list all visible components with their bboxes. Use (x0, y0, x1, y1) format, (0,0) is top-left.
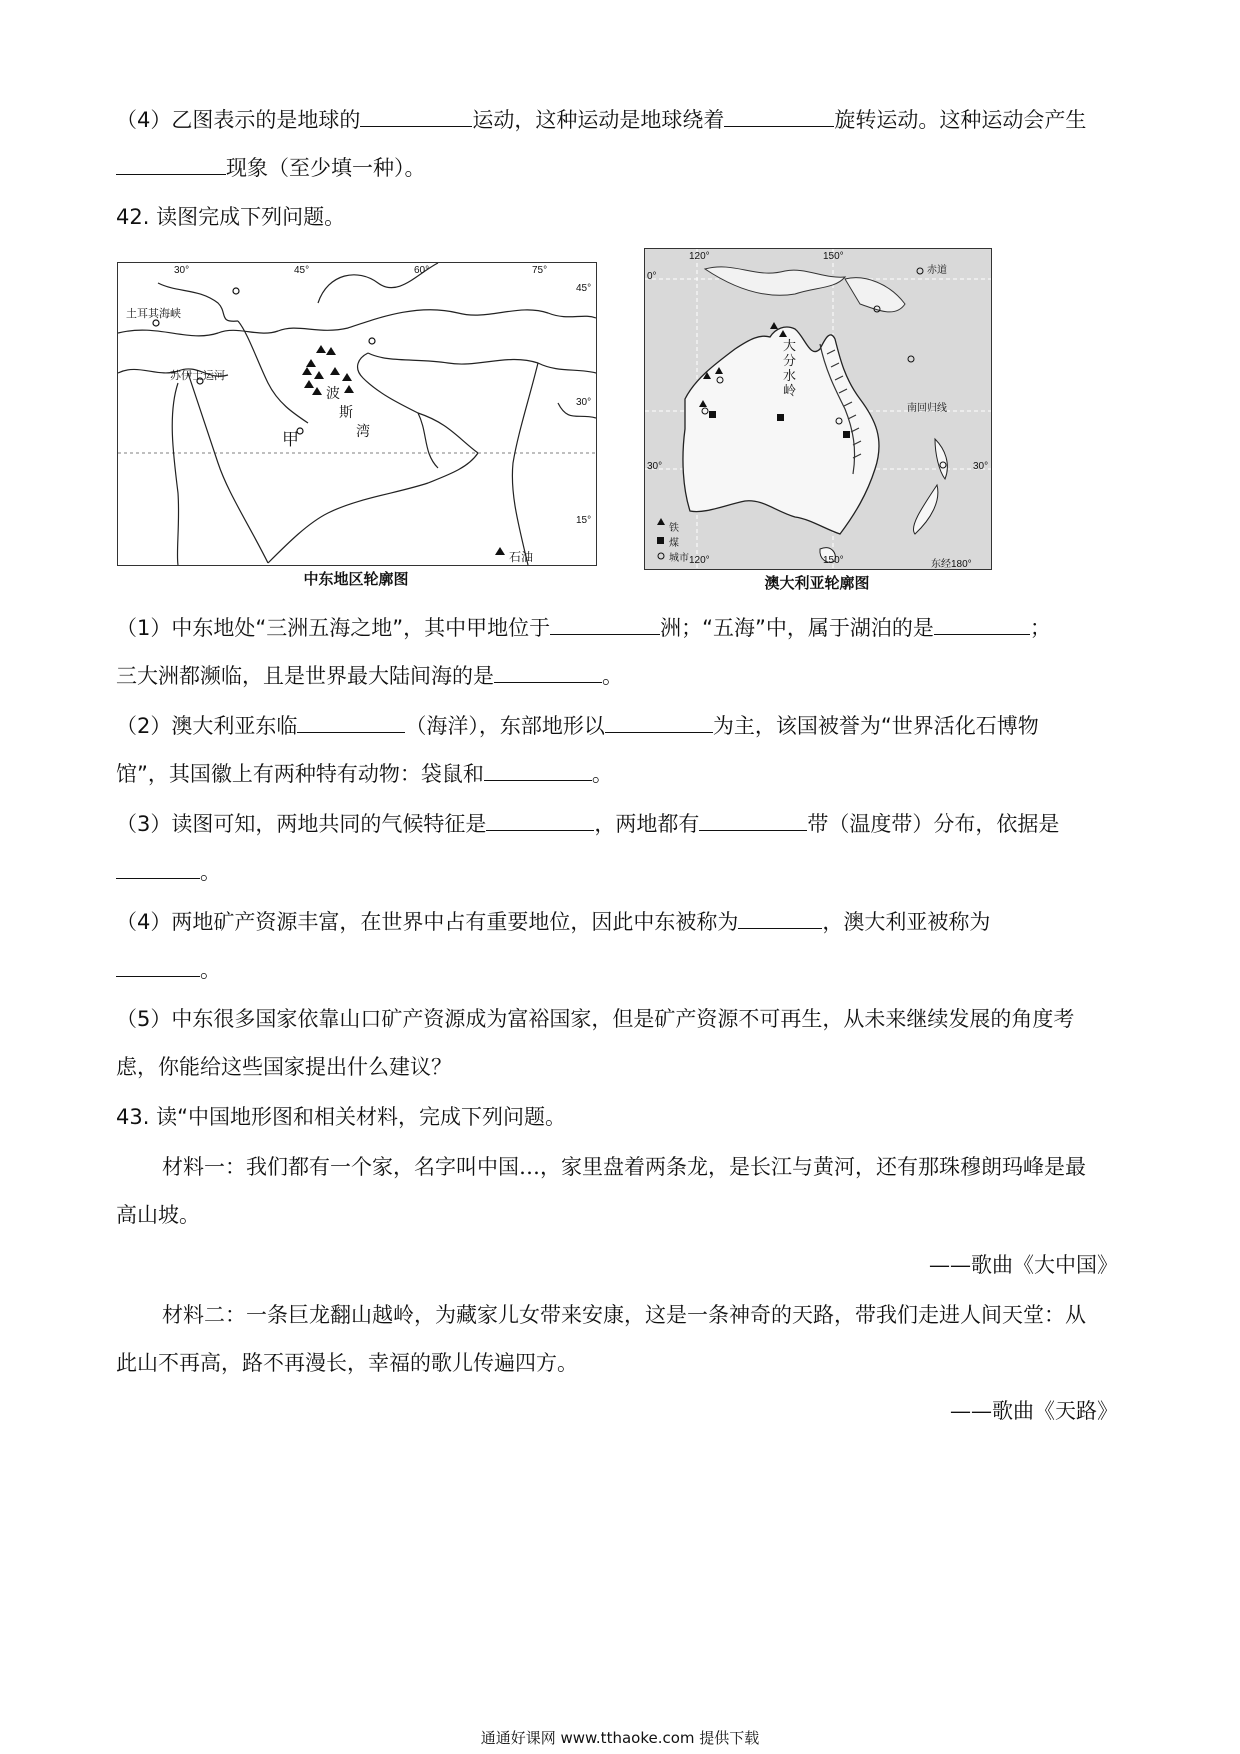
q41-4-line2: 现象（至少填一种）。 (116, 152, 426, 183)
answer-blank[interactable] (116, 954, 200, 977)
q43-title: 43. 读“中国地形图和相关材料，完成下列问题。 (116, 1105, 566, 1129)
answer-blank[interactable] (484, 758, 592, 781)
q43-material2-line2: 此山不再高，路不再漫长，幸福的歌儿传遍四方。 (116, 1351, 578, 1375)
answer-blank[interactable] (297, 710, 405, 733)
answer-blank[interactable] (116, 152, 226, 175)
q42-s3-line2: 。 (116, 856, 221, 887)
australia-map: 赤道 南回归线 大分水岭 120° 150° 120° 150° 东经180° 0° 30° 30° 铁 煤 城市 (644, 248, 992, 570)
q42-title: 42. 读图完成下列问题。 (116, 205, 346, 229)
answer-blank[interactable] (360, 104, 472, 127)
q42-s1-line1: （1）中东地处“三洲五海之地”，其中甲地位于 洲；“五海”中，属于湖泊的是 ； (116, 612, 1051, 643)
answer-blank[interactable] (699, 808, 807, 831)
q43-material2-line1: 材料二：一条巨龙翻山越岭，为藏家儿女带来安康，这是一条神奇的天路，带我们走进人间天堂：从 (162, 1303, 1086, 1327)
middle-east-map-caption: 中东地区轮廓图 (303, 570, 409, 588)
q43-material1-line2: 高山坡。 (116, 1203, 200, 1227)
q41-4-line1: （4）乙图表示的是地球的 运动，这种运动是地球绕着 旋转运动。这种运动会产生 (116, 104, 1086, 135)
q42-s5-line1: （5）中东很多国家依靠山口矿产资源成为富裕国家，但是矿产资源不可再生，从未来继续发展的角度考 (116, 1007, 1075, 1031)
page-footer: 通通好课网 www.tthaoke.com 提供下载 (480, 1729, 760, 1747)
answer-blank[interactable] (934, 612, 1030, 635)
answer-blank[interactable] (605, 710, 713, 733)
answer-blank[interactable] (486, 808, 594, 831)
q42-s3-line1: （3）读图可知，两地共同的气候特征是 ，两地都有 带（温度带）分布，依据是 (116, 808, 1059, 839)
middle-east-map: 土耳其海峡 苏伊士运河 甲 波 斯 湾 石油 30° 45° 60° 75° 45° 30° 15° (117, 262, 597, 566)
answer-blank[interactable] (116, 856, 200, 879)
q42-s2-line1: （2）澳大利亚东临 （海洋），东部地形以 为主，该国被誉为“世界活化石博物 (116, 710, 1039, 741)
q43-material1-line1: 材料一：我们都有一个家，名字叫中国…，家里盘着两条龙，是长江与黄河，还有那珠穆朗玛峰是最 (162, 1155, 1086, 1179)
q42-s4-line2: 。 (116, 954, 221, 985)
middle-east-map-drawing (118, 263, 596, 565)
q42-s5-line2: 虑，你能给这些国家提出什么建议？ (116, 1055, 452, 1079)
q42-s4-line1: （4）两地矿产资源丰富，在世界中占有重要地位，因此中东被称为 ，澳大利亚被称为 (116, 906, 990, 937)
answer-blank[interactable] (724, 104, 834, 127)
q42-s1-line2: 三大洲都濒临，且是世界最大陆间海的是 。 (116, 660, 623, 691)
answer-blank[interactable] (738, 906, 822, 929)
q42-s2-line2: 馆”，其国徽上有两种特有动物：袋鼠和 。 (116, 758, 613, 789)
q43-material2-source: ——歌曲《天路》 (950, 1399, 1118, 1423)
answer-blank[interactable] (550, 612, 660, 635)
answer-blank[interactable] (494, 660, 602, 683)
q43-material1-source: ——歌曲《大中国》 (929, 1253, 1118, 1277)
australia-map-caption: 澳大利亚轮廓图 (764, 574, 870, 592)
